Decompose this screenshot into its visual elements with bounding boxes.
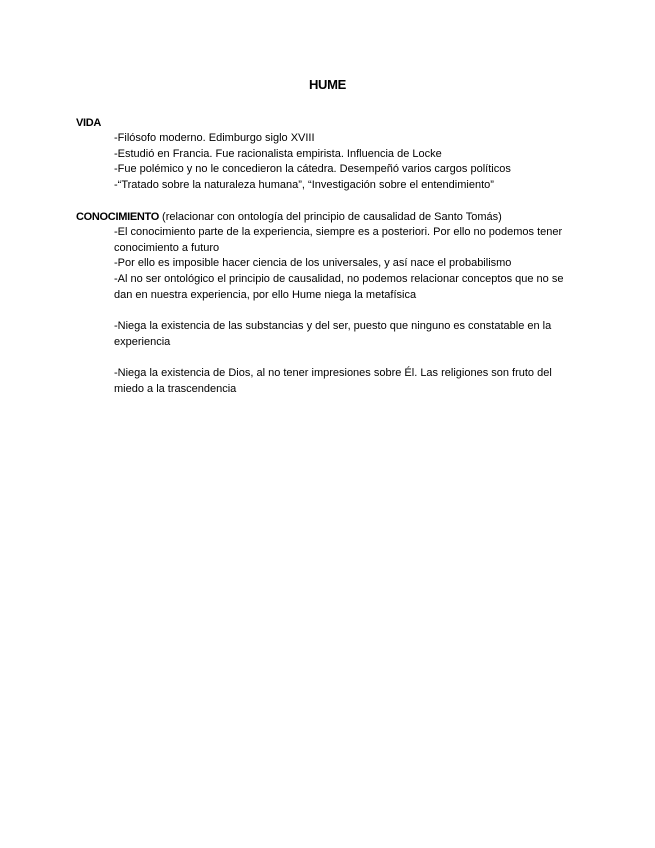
section-heading-label: VIDA bbox=[76, 117, 102, 129]
list-item: -Por ello es imposible hacer ciencia de los universales, y así nace el probabilismo bbox=[114, 257, 512, 270]
section-vida-list bbox=[114, 131, 584, 194]
list-item: -Estudió en Francia. Fue racionalista empirista. Influencia de Locke bbox=[114, 147, 442, 160]
paragraph: -Niega la existencia de Dios, al no tener impresiones sobre Él. Las religiones son fruto del miedo a la trascendencia bbox=[114, 367, 552, 395]
document-title: HUME bbox=[308, 77, 347, 92]
list-item: -“Tratado sobre la naturaleza humana”, “Investigación sobre el entendimiento” bbox=[114, 179, 494, 192]
list-item: -Fue polémico y no le concedieron la cátedra. Desempeñó varios cargos políticos bbox=[114, 163, 511, 176]
list-item: -El conocimiento parte de la experiencia, siempre es a posteriori. Por ello no podemos tener conocimiento a futuro bbox=[114, 226, 563, 254]
list-item: -Al no ser ontológico el principio de causalidad, no podemos relacionar conceptos que no se dan en nuestra experiencia, por ello Hume niega la metafísica bbox=[114, 273, 564, 301]
section-note: (relacionar con ontología del principio de causalidad de Santo Tomás) bbox=[162, 211, 502, 223]
section-heading-vida bbox=[76, 116, 101, 131]
section-conocimiento-list bbox=[114, 225, 584, 304]
section-heading-conocimiento bbox=[76, 210, 502, 225]
paragraph: -Niega la existencia de las substancias y del ser, puesto que ninguno es constatable en la experiencia bbox=[114, 320, 552, 348]
section-heading-label: CONOCIMIENTO bbox=[76, 211, 159, 223]
section-conocimiento-paragraph bbox=[114, 319, 584, 350]
section-conocimiento-paragraph bbox=[114, 366, 584, 397]
list-item: -Filósofo moderno. Edimburgo siglo XVIII bbox=[114, 132, 315, 144]
